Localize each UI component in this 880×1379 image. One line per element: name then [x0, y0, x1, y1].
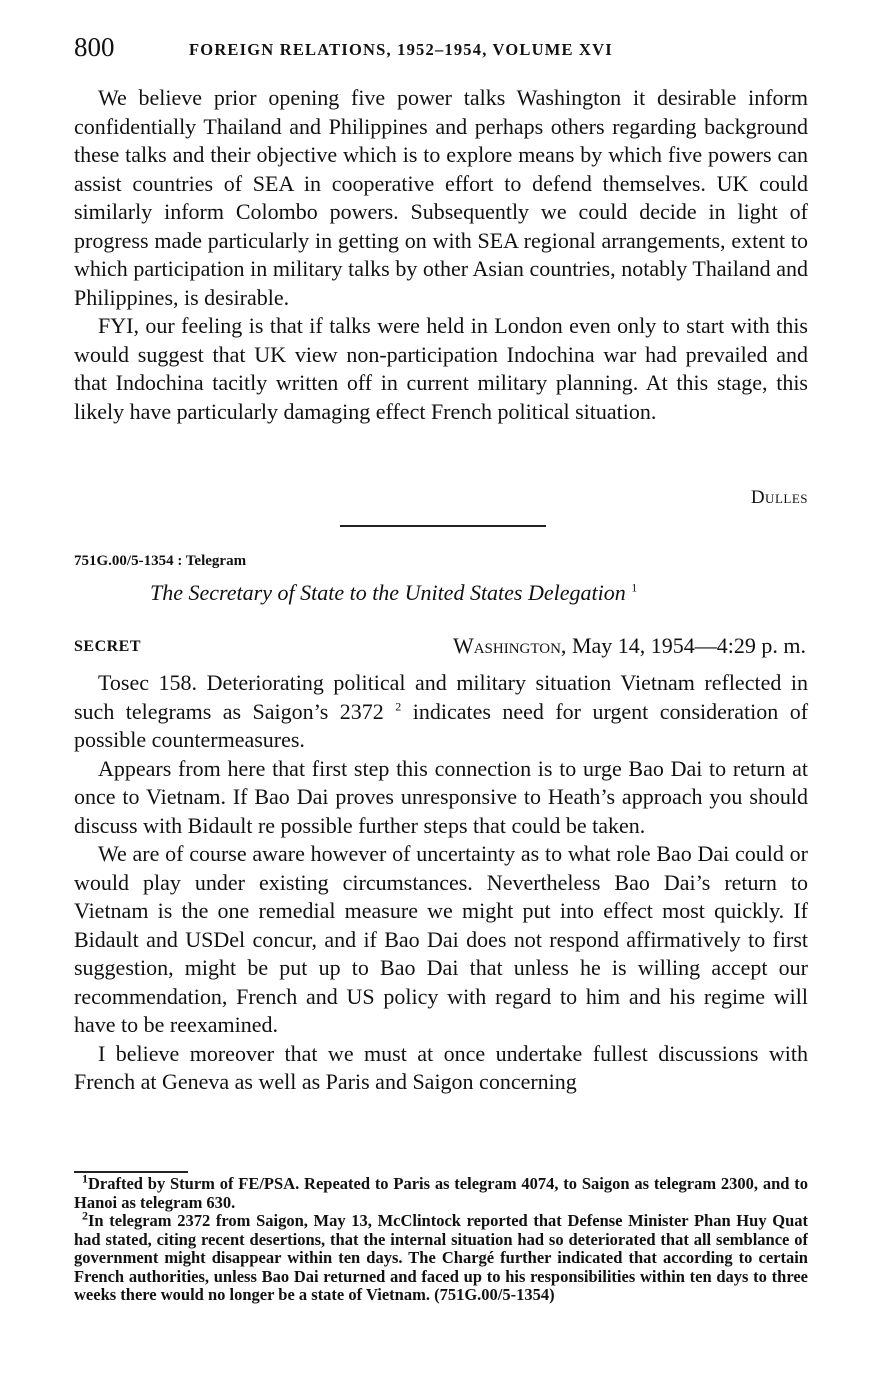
previous-document-body: [74, 84, 808, 426]
file-reference: 751G.00/5-1354 : Telegram: [74, 553, 247, 569]
classification-label: SECRET: [74, 638, 142, 655]
footnote-number: 2: [82, 1208, 88, 1223]
footnote-text: Drafted by Sturm of FE/PSA. Repeated to Paris as telegram 4074, to Saigon as telegram 2300, and to Hanoi as telegram 630.: [74, 1175, 808, 1212]
document-title: [150, 580, 790, 606]
paragraph-text: Tosec 158. Deteriorating political and military situation Vietnam reflected in such telegrams as Saigon’s 2372: [74, 670, 808, 724]
footnote-marker: 1: [631, 580, 638, 595]
document-title-text: The Secretary of State to the United States Delegation: [150, 580, 626, 605]
footnote-number: 1: [82, 1175, 88, 1186]
signature: Dulles: [750, 487, 808, 508]
body-paragraph: We are of course aware however of uncertainty as to what role Bao Dai could or would play under existing circumstances. Nevertheless Bao Dai’s return to Vietnam is the one remedial measure we might put into effect most quickly. If Bidault and USDel concur, and if Bao Dai does not respond affirmatively to first suggestion, might be put up to Bao Dai that unless he is willing accept our recommendation, French and US policy with regard to him and his regime will have to be reexamined.: [74, 841, 808, 1037]
footnote-rule: [74, 1171, 188, 1173]
body-paragraph: FYI, our feeling is that if talks were held in London even only to start with this would suggest that UK view non-participation Indochina war had prevailed and that Indochina tacitly written off in current military planning. At this stage, this likely have particularly damaging effect French political situation.: [74, 313, 808, 424]
dateline: [453, 633, 806, 659]
page-number: 800: [74, 32, 115, 62]
footnote-text: In telegram 2372 from Saigon, May 13, McClintock reported that Defense Minister Phan Huy Quat had stated, citing recent desertions, that the internal situation had so deteriorated that all semblance of government might disappear within ten days. The Chargé further indicated that according to certain French authorities, unless Bao Dai returned and faced up to his responsibilities within ten days to three weeks there would no longer be a state of Vietnam. (751G.00/5-1354): [74, 1211, 808, 1304]
telegram-body: [74, 669, 808, 1097]
body-paragraph: [74, 669, 808, 755]
page-header: [74, 32, 814, 72]
paragraph-text: indicates need for urgent consideration of possible countermeasures.: [74, 698, 809, 752]
body-paragraph: I believe moreover that we must at once undertake fullest discussions with French at Geneva as well as Paris and Saigon concerning: [74, 1040, 808, 1094]
dateline-date: May 14, 1954—4:29 p. m.: [571, 633, 806, 658]
footnote: [74, 1208, 808, 1305]
body-paragraph: We believe prior opening five power talks Washington it desirable inform confidentially Thailand and Philippines and perhaps others regarding background these talks and their objective which is to explore means by which five powers can assist countries of SEA in cooperative effort to defend themselves. UK could similarly inform Colombo powers. Subsequently we could decide in light of progress made particularly in getting on with SEA regional arrangements, extent to which participation in military talks by other Asian countries, notably Thailand and Philippines, is desirable.: [74, 85, 808, 310]
body-paragraph: Appears from here that first step this connection is to urge Bao Dai to return at once to Vietnam. If Bao Dai proves unresponsive to Heath’s approach you should discuss with Bidault re possible further steps that could be taken.: [74, 755, 808, 838]
section-divider: [340, 525, 546, 527]
footnote: [74, 1175, 808, 1212]
footnote-marker: 2: [395, 699, 402, 714]
dateline-place: Washington,: [452, 633, 567, 658]
running-head: FOREIGN RELATIONS, 1952–1954, VOLUME XVI: [189, 40, 613, 59]
footnotes: [74, 1175, 808, 1375]
